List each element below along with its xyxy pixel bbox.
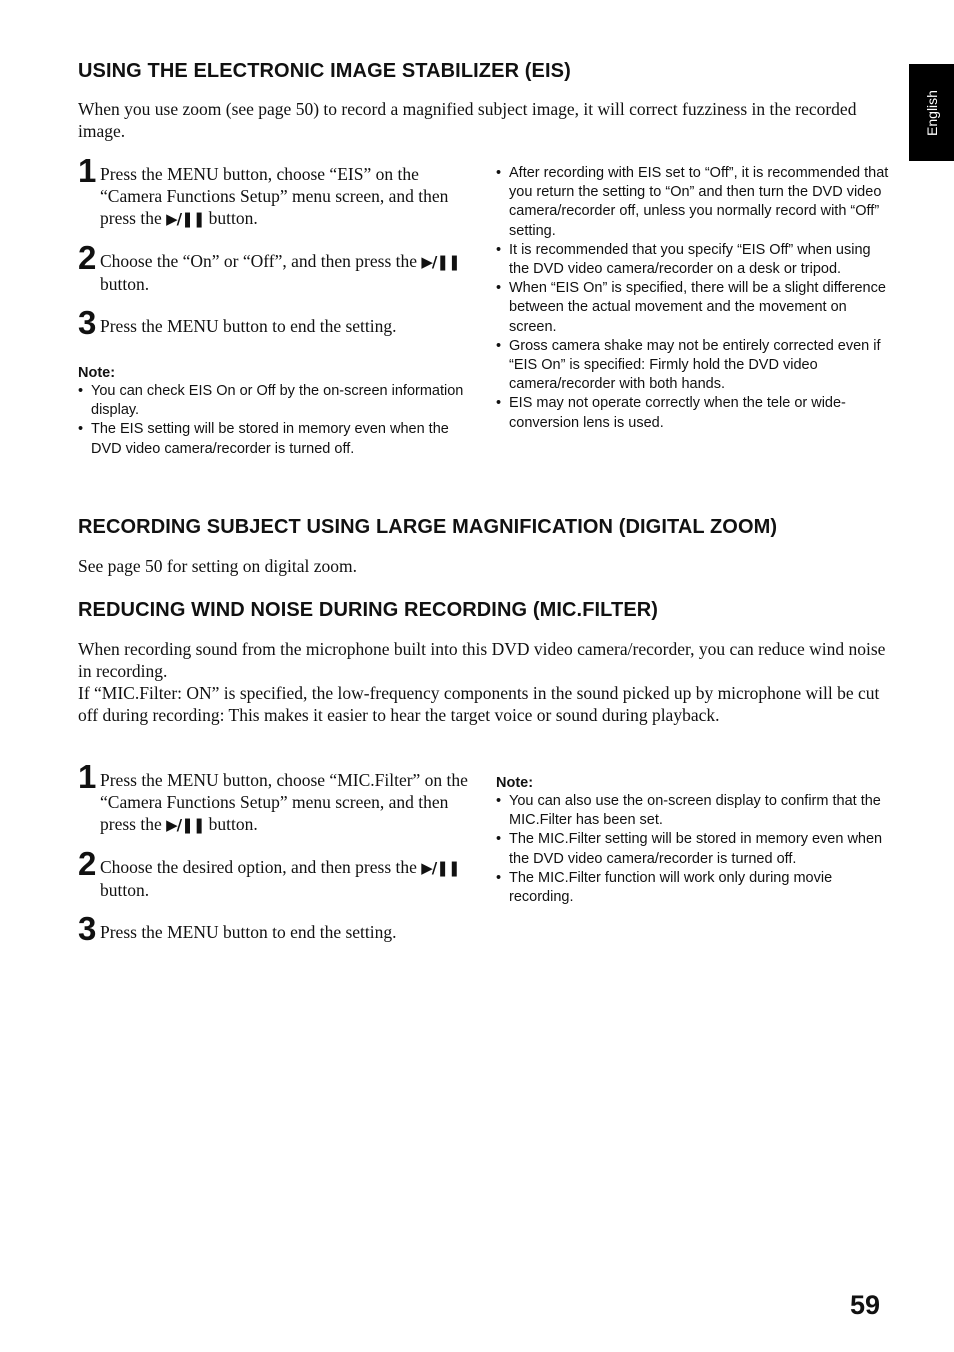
eis-note [78,364,470,459]
note-item: • After recording with EIS set to “Off”, it is recommended that you return the setting to “On” and then turn the DVD video camera/recorder off, unless you normally record with “Off” setting. [496,164,890,241]
note-item: • EIS may not operate correctly when the tele or wide-conversion lens is used. [496,394,890,432]
play-pause-icon: ▶/❚❚ [166,816,205,834]
mic-heading: REDUCING WIND NOISE DURING RECORDING (MIC.FILTER) [78,599,659,621]
note-item: • When “EIS On” is specified, there will be a slight difference between the actual movement and the movement on screen. [496,279,890,337]
note-item: • You can check EIS On or Off by the on-screen information display. [78,382,470,420]
language-tab [909,64,954,161]
step-text: Choose the “On” or “Off”, and then press the ▶/❚❚ button. [100,251,460,294]
eis-notes-right [496,164,890,433]
note-item: • It is recommended that you specify “EIS Off” when using the DVD video camera/recorder on a desk or tripod. [496,241,890,279]
mic-step-2 [78,845,470,901]
language-tab-label: English [923,89,940,136]
mic-intro-1: When recording sound from the microphone built into this DVD video camera/recorder, you can reduce wind noise in recording. [78,639,886,681]
step-text: Press the MENU button to end the setting. [100,922,397,942]
eis-notes-left [78,382,470,459]
note-item: • Gross camera shake may not be entirely corrected even if “EIS On” is specified: Firmly hold the DVD video camera/recorder with both hands. [496,337,890,395]
step-text: Press the MENU button, choose “EIS” on the “Camera Functions Setup” menu screen, and then press the ▶/❚❚ button. [100,164,449,228]
play-pause-icon: ▶/❚❚ [421,253,460,271]
eis-intro: When you use zoom (see page 50) to record a magnified subject image, it will correct fuzziness in the recorded image. [78,99,857,141]
note-item: • The MIC.Filter function will work only during movie recording. [496,869,890,907]
eis-step-3 [78,304,470,341]
mic-note [496,774,890,907]
note-item: • The MIC.Filter setting will be stored in memory even when the DVD video camera/recorder is turned off. [496,830,890,868]
mic-step-1 [78,758,470,836]
play-pause-icon: ▶/❚❚ [166,210,205,228]
mic-notes [496,792,890,907]
note-item: • You can also use the on-screen display to confirm that the MIC.Filter has been set. [496,792,890,830]
step-number: 3 [78,304,97,341]
step-text: Choose the desired option, and then press the ▶/❚❚ button. [100,857,460,900]
step-number: 2 [78,845,97,882]
mic-step-3 [78,910,470,947]
note-item: • The EIS setting will be stored in memory even when the DVD video camera/recorder is turned off. [78,420,470,458]
step-text: Press the MENU button, choose “MIC.Filter” on the “Camera Functions Setup” menu screen, and then press the ▶/❚❚ button. [100,770,468,834]
eis-step-1 [78,152,470,230]
step-number: 1 [78,758,97,795]
step-text: Press the MENU button to end the setting. [100,316,397,336]
eis-step-2 [78,239,470,295]
note-label: Note: [496,775,534,791]
eis-heading: USING THE ELECTRONIC IMAGE STABILIZER (EIS) [78,60,571,82]
step-number: 1 [78,152,97,189]
step-number: 2 [78,239,97,276]
step-number: 3 [78,910,97,947]
mic-intro-2: If “MIC.Filter: ON” is specified, the low-frequency components in the sound picked up by microphone will be cut off during recording: This makes it easier to hear the target voice or sound during playback. [78,683,880,725]
note-label: Note: [78,365,116,381]
zoom-text: See page 50 for setting on digital zoom. [78,556,357,576]
zoom-heading: RECORDING SUBJECT USING LARGE MAGNIFICATION (DIGITAL ZOOM) [78,516,778,538]
play-pause-icon: ▶/❚❚ [421,859,460,877]
page-number: 59 [850,1290,881,1320]
